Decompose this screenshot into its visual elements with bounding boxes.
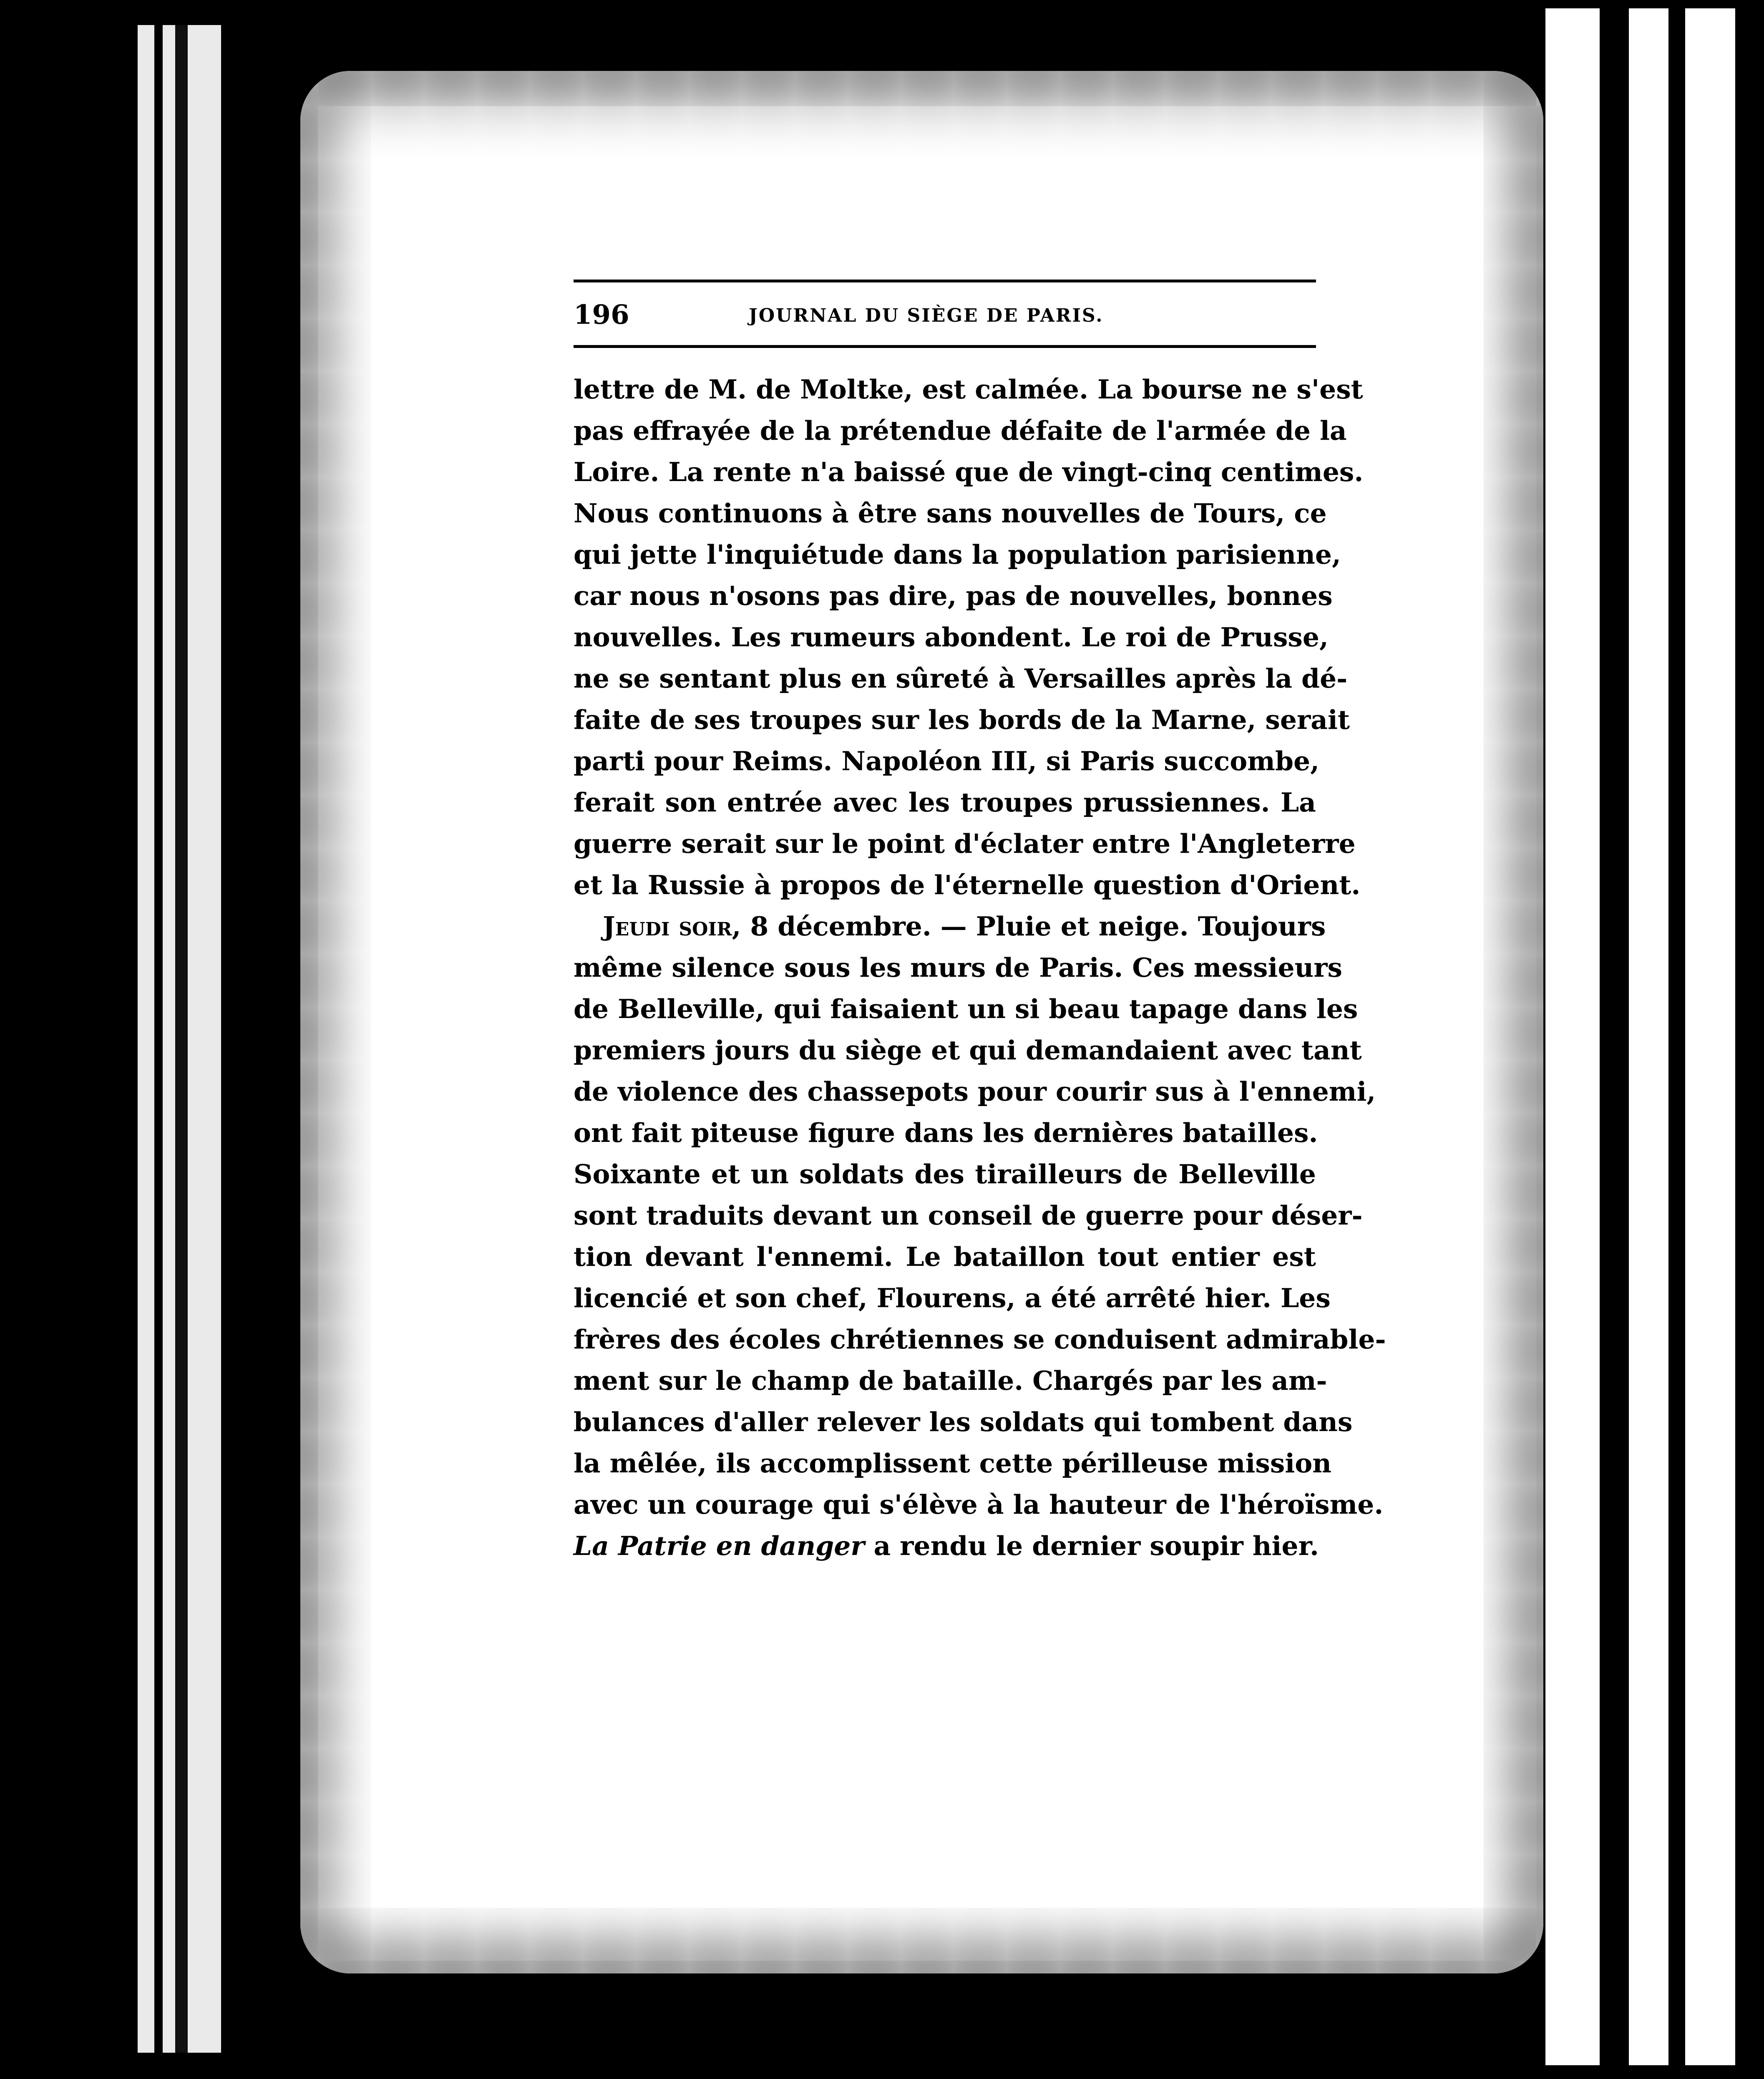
text-line: Soixante et un soldats des tirailleurs de Belleville (574, 1159, 1316, 1189)
page-content (574, 280, 1386, 1567)
right-edge-stripe (1685, 8, 1735, 2065)
text-line: la mêlée, ils accomplissent cette périlleuse mission (574, 1448, 1332, 1479)
text-line: de Belleville, qui faisaient un si beau tapage dans les (574, 993, 1358, 1024)
header-bottom-rule (574, 345, 1316, 348)
text-line: bulances d'aller relever les soldats qui tombent dans (574, 1406, 1353, 1437)
text-line: et la Russie à propos de l'éternelle question d'Orient. (574, 869, 1361, 900)
text-line: frères des écoles chrétiennes se conduisent admirable- (574, 1324, 1386, 1355)
entry-heading: Jeudi soir (603, 911, 732, 942)
text-line: lettre de M. de Moltke, est calmée. La bourse ne s'est (574, 374, 1363, 405)
final-line-rest: a rendu le dernier soupir hier. (864, 1530, 1319, 1561)
text-line: premiers jours du siège et qui demandaient avec tant (574, 1035, 1362, 1066)
text-line: pas effrayée de la prétendue défaite de l'armée de la (574, 415, 1347, 446)
text-line: ne se sentant plus en sûreté à Versailles après la dé- (574, 663, 1348, 694)
running-head (574, 282, 1316, 345)
text-line: guerre serait sur le point d'éclater entre l'Angleterre (574, 828, 1356, 859)
text-line: de violence des chassepots pour courir sus à l'ennemi, (574, 1076, 1376, 1107)
text-line: sont traduits devant un conseil de guerre pour déser- (574, 1200, 1363, 1231)
text-line: Loire. La rente n'a baissé que de vingt-cinq centimes. (574, 456, 1364, 487)
text-line: ont fait piteuse figure dans les dernières batailles. (574, 1117, 1318, 1148)
text-line: car nous n'osons pas dire, pas de nouvelles, bonnes (574, 580, 1333, 611)
left-page-edge (138, 25, 221, 2053)
text-line: ferait son entrée avec les troupes prussiennes. La (574, 787, 1316, 818)
final-line (574, 1525, 1319, 1567)
header-top-rule (574, 280, 1316, 282)
entry-first-line (574, 906, 1326, 947)
right-edge-stripe (1629, 8, 1668, 2065)
text-line: avec un courage qui s'élève à la hauteur de l'héroïsme. (574, 1489, 1384, 1520)
text-line: même silence sous les murs de Paris. Ces messieurs (574, 952, 1342, 983)
text-line: tion devant l'ennemi. Le bataillon tout entier est (574, 1241, 1316, 1272)
text-line: faite de ses troupes sur les bords de la Marne, serait (574, 704, 1350, 735)
text-line: parti pour Reims. Napoléon III, si Paris succombe, (574, 746, 1320, 776)
newspaper-title: La Patrie en danger (574, 1530, 865, 1561)
text-line: ment sur le champ de bataille. Chargés par les am- (574, 1365, 1327, 1396)
text-line: nouvelles. Les rumeurs abondent. Le roi de Prusse, (574, 622, 1329, 653)
page-number: 196 (574, 299, 629, 330)
right-edge-stripe (1545, 8, 1600, 2065)
text-line: qui jette l'inquiétude dans la population parisienne, (574, 539, 1341, 570)
running-title: JOURNAL DU SIÈGE DE PARIS. (749, 305, 1104, 326)
text-line: Nous continuons à être sans nouvelles de Tours, ce (574, 498, 1327, 529)
text-line: licencié et son chef, Flourens, a été arrêté hier. Les (574, 1283, 1331, 1313)
body-text (574, 369, 1386, 1567)
entry-heading-rest: , 8 décembre. — Pluie et neige. Toujours (732, 911, 1326, 942)
